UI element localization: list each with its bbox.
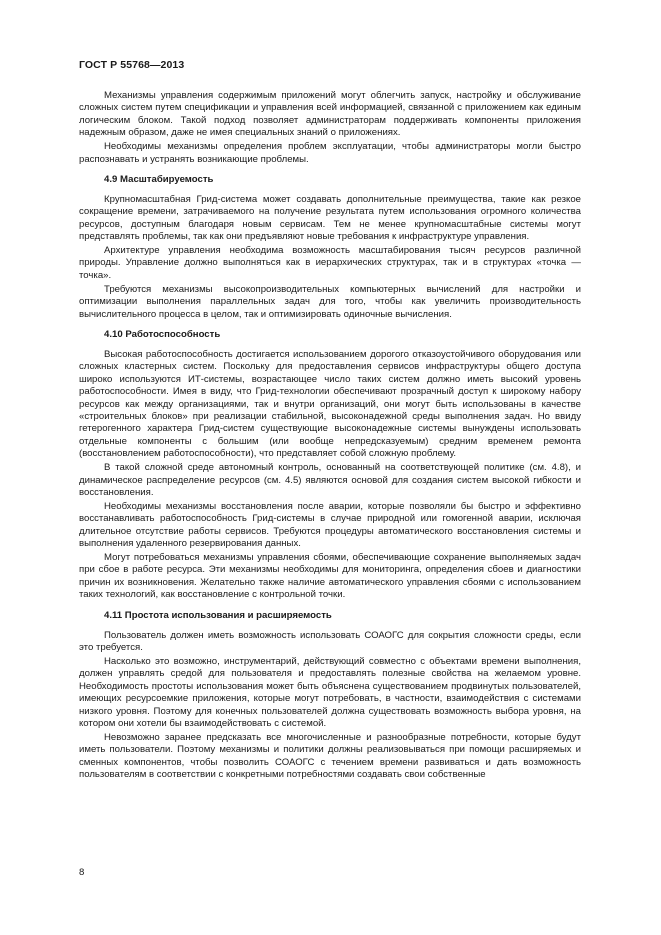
section-heading: 4.9 Масштабируемость	[104, 173, 214, 185]
body-paragraph: Механизмы управления содержимым приложений могут облегчить запуск, настройку и обслуживание сложных систем путем спецификации и управления всей информацией, связанной с приложением как единым логическим блоком. Такой подход позволяет администраторам поддерживать компоненты приложения надежным образом, даже не имея специальных знаний о приложениях.	[79, 90, 581, 139]
body-paragraph: Могут потребоваться механизмы управления сбоями, обеспечивающие сохранение выполняемых задач при сбое в работе ресурса. Эти механизмы необходимы для мониторинга, определения сбоев и диагностики причин их возникновения. Желательно также наличие автоматического управления сбоями с использованием таких технологий, как восстановление с контрольной точки.	[79, 552, 581, 601]
page-number: 8	[79, 867, 85, 878]
body-paragraph: Необходимы механизмы определения проблем эксплуатации, чтобы администраторы могли быстро распознавать и устранять возникающие проблемы.	[79, 141, 581, 165]
section-heading: 4.11 Простота использования и расширяемость	[104, 609, 332, 621]
body-paragraph: Архитектуре управления необходима возможность масштабирования тысяч ресурсов различной природы. Управление должно выполняться как в иерархических структурах, так и в структурах «точка — точка».	[79, 245, 581, 281]
document-body	[79, 90, 581, 783]
body-paragraph: Невозможно заранее предсказать все многочисленные и разнообразные потребности, которые будут иметь пользователи. Поэтому механизмы и политики должны реализовываться при помощи расширяемых и сменных компонентов, чтобы позволить СОАОГС с течением времени развиваться и дать возможность пользователям в соответствии с конкретными потребностями создавать свои собственные	[79, 731, 581, 781]
body-paragraph: Крупномасштабная Грид-система может создавать дополнительные преимущества, такие как резкое сокращение времени, затрачиваемого на получение результата путем использования огромного количества ресурсов, доступным благодаря новым сервисам. Тем не менее крупномасштабные системы могут представлять проблемы, так как они предъявляют новые требования к инфраструктуре управления.	[79, 193, 581, 243]
body-paragraph: В такой сложной среде автономный контроль, основанный на соответствующей политике (см. 4.8), и динамическое распределение ресурсов (см. 4.5) являются основой для создания систем высокой гибкости и восстановления.	[79, 462, 581, 498]
section-heading: 4.10 Работоспособность	[104, 329, 221, 340]
body-paragraph: Насколько это возможно, инструментарий, действующий совместно с объектами времени выполнения, должен управлять средой для пользователя и предоставлять полезные свойства на желаемом уровне. Необходимость простоты использования может быть объяснена существованием продвинутых пользователей, имеющих ресурсоемкие приложения, которые могут потребовать, в частности, взаимодействия с системами низкого уровня. Поэтому для конечных пользователей должна существовать возможность выбора уровня, на котором они хотели бы взаимодействовать с системой.	[79, 655, 581, 729]
body-paragraph: Необходимы механизмы восстановления после аварии, которые позволяли бы быстро и эффективно восстанавливать работоспособность Грид-системы в случае природной или гомогенной аварии, исключая длительное отсутствие работы сервисов. Требуются процедуры автоматического восстановления системы и выполнения удаленного резервирования данных.	[79, 500, 581, 550]
body-paragraph: Пользователь должен иметь возможность использовать СОАОГС для сокрытия сложности среды, если это требуется.	[79, 629, 581, 654]
document-code-header: ГОСТ Р 55768—2013	[79, 59, 185, 71]
body-paragraph: Требуются механизмы высокопроизводительных компьютерных вычислений для настройки и оптимизации выполнения параллельных задач для того, чтобы как увеличить производительность вычислительного процесса в целом, так и оптимизировать одиночные вычисления.	[79, 283, 581, 320]
body-paragraph: Высокая работоспособность достигается использованием дорогого отказоустойчивого оборудования или сложных кластерных систем. Поскольку для предоставления сервисов инфраструктуры общего доступа широко используются ИТ-системы, возрастающее число таких систем должно иметь высокий уровень работоспособности. Имея в виду, что Грид-технологии обеспечивают прозрачный доступ к широкому набору ресурсов как между организациями, так и внутри организаций, они могут быть использованы в качестве «строительных блоков» при реализации стабильной, высоконадежной среды выполнения задач. Но ввиду гетерогенного характера Грид-систем существующие высоконадежные системы вынуждены использовать отдельные компоненты с большим (или вообще непредсказуемым) средним временем ремонта (восстановлением работоспособности), что представляет собой сложную проблему.	[79, 349, 581, 460]
